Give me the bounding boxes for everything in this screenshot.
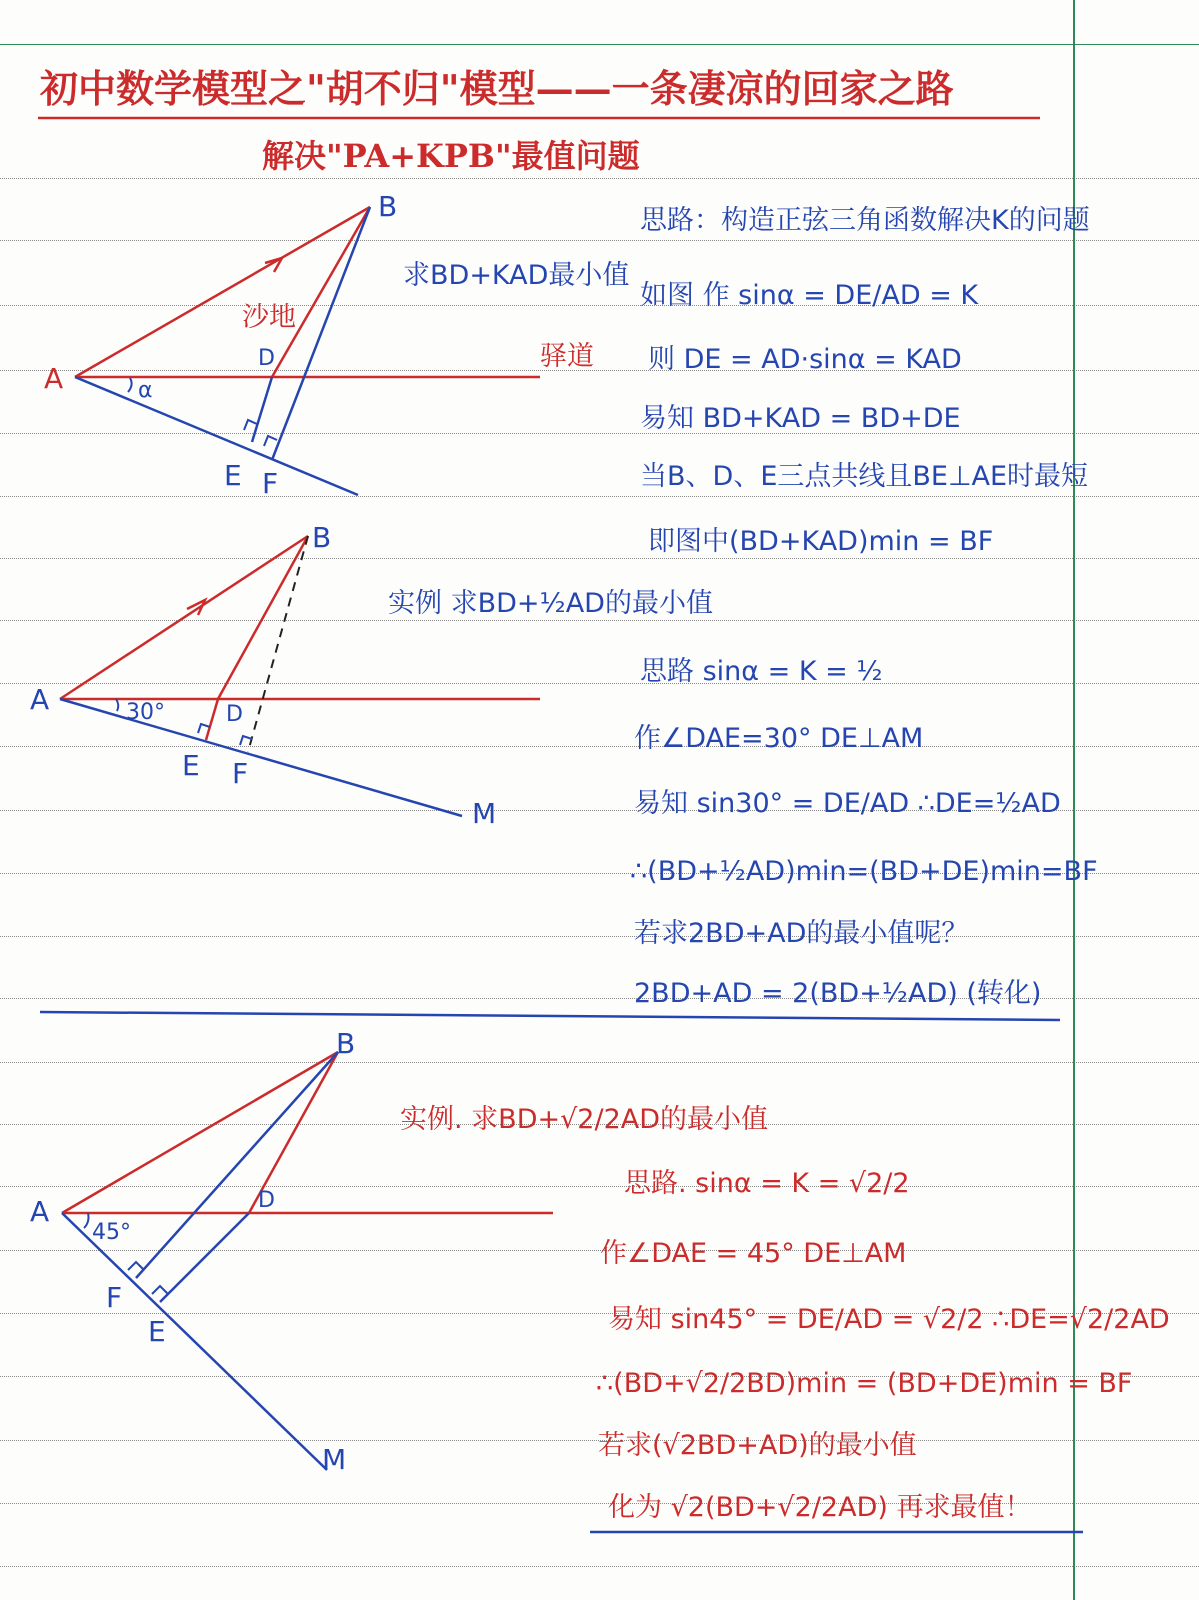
label-A: A bbox=[30, 683, 50, 716]
label-M: M bbox=[322, 1443, 347, 1476]
section1-line: 即图中(BD+KAD)min = BF bbox=[648, 526, 994, 557]
section1-task: 求BD+KAD最小值 bbox=[403, 260, 630, 291]
ray-AE bbox=[75, 377, 358, 495]
section2-line: ∴(BD+½AD)min=(BD+DE)min=BF bbox=[630, 856, 1098, 887]
label-alpha: α bbox=[138, 378, 153, 403]
section2-line: 若求2BD+AD的最小值呢？ bbox=[634, 918, 969, 949]
section3-line: 易知 sin45° = DE/AD = √2/2 ∴DE=√2/2AD bbox=[608, 1304, 1170, 1335]
angle-arc bbox=[128, 378, 132, 392]
segment-AB bbox=[62, 1052, 338, 1213]
right-angle-mark bbox=[128, 1262, 144, 1270]
section1-line: 则 DE = AD·sinα = KAD bbox=[648, 344, 962, 375]
ray-AM bbox=[60, 699, 462, 816]
page-subtitle: 解决"PA+KPB"最值问题 bbox=[262, 137, 640, 175]
label-E: E bbox=[224, 459, 242, 492]
angle-arc bbox=[116, 699, 118, 711]
label-F: F bbox=[106, 1281, 123, 1314]
label-E: E bbox=[148, 1315, 166, 1348]
segment-BD bbox=[272, 207, 370, 377]
label-E: E bbox=[182, 749, 200, 782]
angle-arc bbox=[84, 1213, 89, 1228]
label-A: A bbox=[44, 362, 64, 395]
section2-task: 实例 求BD+½AD的最小值 bbox=[388, 588, 713, 619]
angle-label: 45° bbox=[92, 1220, 131, 1245]
ray-AM bbox=[62, 1213, 327, 1470]
segment-DE bbox=[206, 699, 218, 740]
right-angle-mark bbox=[264, 436, 277, 446]
section3-line: 作∠DAE = 45° DE⊥AM bbox=[600, 1238, 907, 1269]
segment-AB bbox=[60, 536, 308, 699]
label-F: F bbox=[232, 757, 249, 790]
section2-line: 思路 sinα = K = ½ bbox=[640, 656, 883, 687]
section3-line: 化为 √2(BD+√2/2AD) 再求最值！ bbox=[608, 1492, 1032, 1523]
label-B: B bbox=[378, 190, 398, 223]
label-B: B bbox=[312, 521, 332, 554]
label-A: A bbox=[30, 1195, 50, 1228]
section2-line: 作∠DAE=30° DE⊥AM bbox=[634, 723, 924, 754]
section3-task: 实例. 求BD+√2/2AD的最小值 bbox=[400, 1104, 769, 1135]
section2-line: 2BD+AD = 2(BD+½AD) (转化) bbox=[634, 978, 1042, 1009]
section2-line: 易知 sin30° = DE/AD ∴DE=½AD bbox=[634, 788, 1061, 819]
label-F: F bbox=[262, 467, 279, 500]
section3-line: 思路. sinα = K = √2/2 bbox=[624, 1168, 910, 1199]
segment-DE bbox=[160, 1213, 249, 1302]
section1-line: 如图 作 sinα = DE/AD = K bbox=[640, 280, 979, 311]
section3-line: 若求(√2BD+AD)的最小值 bbox=[598, 1430, 917, 1461]
section-divider bbox=[40, 1012, 1060, 1020]
section1-line: 易知 BD+KAD = BD+DE bbox=[640, 403, 961, 434]
segment-AB bbox=[75, 207, 370, 377]
label-D: D bbox=[258, 346, 275, 371]
road-label: 驿道 bbox=[540, 341, 594, 372]
angle-label: 30° bbox=[126, 700, 165, 725]
diagram-2 bbox=[60, 536, 540, 816]
label-D: D bbox=[226, 702, 243, 727]
segment-BF bbox=[272, 207, 370, 460]
right-angle-mark bbox=[152, 1286, 168, 1294]
segment-DE bbox=[252, 377, 272, 442]
sand-label: 沙地 bbox=[242, 302, 296, 333]
section1-line: 思路：构造正弦三角函数解决K的问题 bbox=[640, 205, 1090, 236]
section1-line: 当B、D、E三点共线且BE⊥AE时最短 bbox=[640, 461, 1089, 492]
label-B: B bbox=[336, 1027, 356, 1060]
page-title: 初中数学模型之"胡不归"模型——一条凄凉的回家之路 bbox=[40, 66, 954, 111]
segment-BF bbox=[136, 1052, 338, 1278]
segment-BD bbox=[218, 536, 308, 699]
label-D: D bbox=[258, 1188, 275, 1213]
diagram-1 bbox=[75, 207, 540, 495]
section3-line: ∴(BD+√2/2BD)min = (BD+DE)min = BF bbox=[596, 1368, 1133, 1399]
label-M: M bbox=[472, 797, 497, 830]
